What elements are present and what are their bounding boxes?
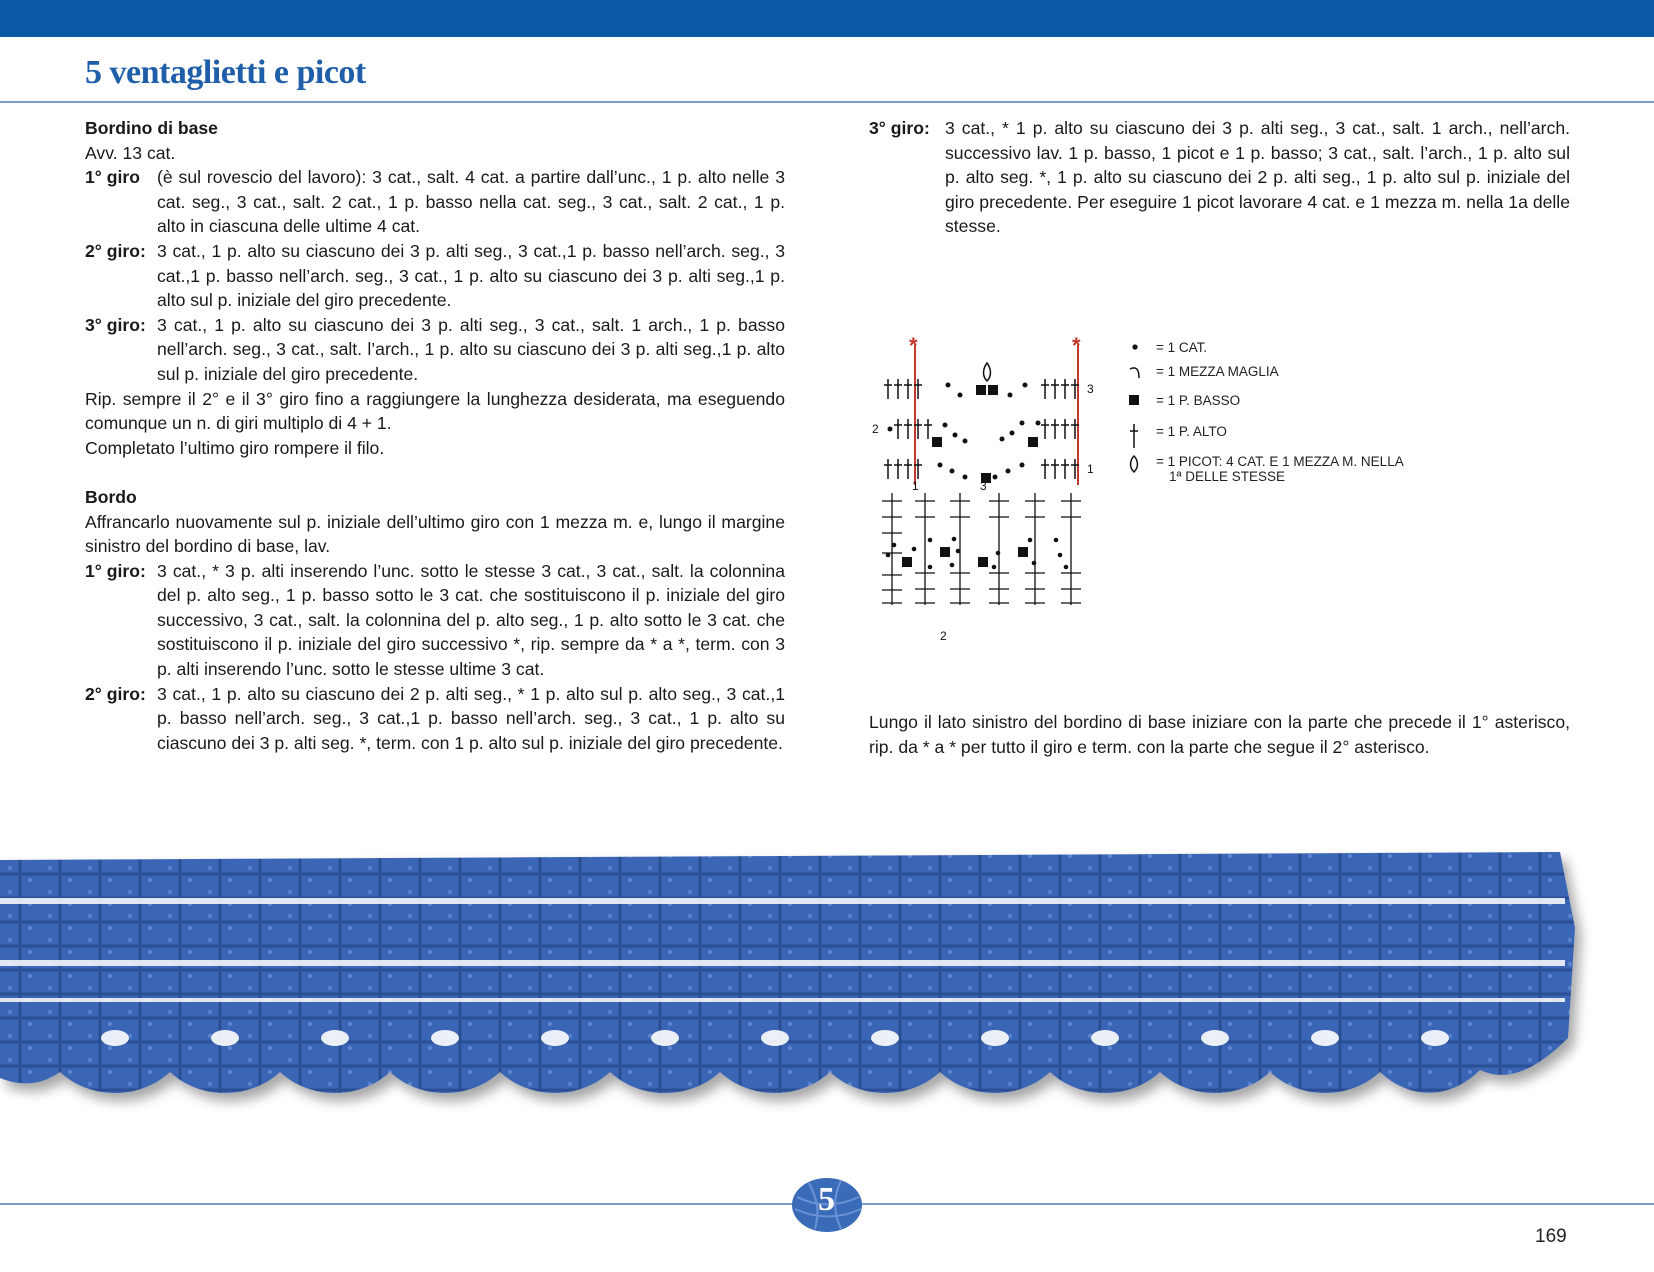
border-heading: Bordo [85,486,137,507]
border-row-1 [85,559,785,682]
base-start: Avv. 13 cat. [85,142,176,163]
square-icon [1128,393,1142,407]
diagram-row-label-1b: 1 [912,479,919,493]
legend-item-single-crochet [1128,393,1240,410]
dot-icon [1128,340,1142,354]
border-row-2-label: 2° giro: [85,683,146,704]
legend-picot-text: = 1 PICOT: 4 CAT. E 1 MEZZA M. NELLA [1156,454,1404,469]
legend-chain-text: = 1 CAT. [1156,340,1208,355]
left-column [85,116,785,755]
legend-item-picot [1128,454,1404,484]
diagram-row-label-3b: 3 [980,479,987,493]
base-note-repeat: Rip. sempre il 2° e il 3° giro fino a raggiungere la lunghezza desiderata, ma eseguendo comunque un n. di giri multiplo di 4 + 1. [85,388,785,434]
base-note-finish: Completato l’ultimo giro rompere il filo. [85,437,385,458]
hook-icon [1128,364,1142,380]
base-row-1 [85,165,785,239]
crochet-diagram [870,335,1100,645]
base-row-3 [85,313,785,387]
repeat-mark-1: * [909,335,918,358]
legend-picot-text-2: 1ª DELLE STESSE [1169,469,1286,484]
page-title: 5 ventaglietti e picot [85,54,366,91]
border-row-1-label: 1° giro: [85,560,146,581]
base-row-1-label: 1° giro [85,167,140,188]
base-heading: Bordino di base [85,118,218,138]
border-row-1-text: 3 cat., * 3 p. alti inserendo l’unc. sotto le stesse 3 cat., 3 cat., salt. la colonnina del p. alto seg., 1 p. basso sotto le 3 cat. che sostituiscono il p. iniziale del giro successivo, 3 cat., salt. la colonnina del p. alto seg., 1 p. alto sotto le 3 cat. che sostituiscono il p. iniziale del giro successivo *, rip. sempre da * a *, term. con 3 p. alti inserendo l’unc. sotto le stesse ultime 3 cat. [157,560,785,680]
base-band-marks [886,537,1069,570]
legend-item-double-crochet [1128,424,1227,451]
chapter-number: 5 [818,1181,835,1218]
base-row-1-text: (è sul rovescio del lavoro): 3 cat., salt. 4 cat. a partire dall’unc., 1 p. alto nelle 3 cat. seg., 3 cat., salt. 2 cat., 1 p. basso nella cat. seg., 3 cat., salt. 2 cat., 1 p. alto in ciascuna delle ultime 4 cat. [157,167,785,237]
border-row-3-text: 3 cat., * 1 p. alto su ciascuno dei 3 p. alti seg., 3 cat., salt. 1 arch., nell’arch. successivo lav. 1 p. basso, 1 picot e 1 p. basso; 3 cat., salt. l’arch., 1 p. alto sul p. alto seg. *, 1 p. alto su ciascuno dei 2 p. alti seg., 1 p. alto sul p. iniziale del giro precedente. Per eseguire 1 picot lavorare 4 cat. e 1 mezza m. nella 1a delle stesse. [945,118,1570,237]
diagram-row-label-2b: 2 [940,629,947,643]
crochet-lace-photo [0,838,1654,1138]
legend-double-crochet-text: = 1 P. ALTO [1156,424,1227,439]
title-divider [0,101,1654,103]
diagram-row-label-1: 1 [1087,462,1094,476]
page-number: 169 [1535,1226,1567,1247]
picot-mark [984,363,991,381]
legend-slip-stitch-text: = 1 MEZZA MAGLIA [1156,364,1279,379]
border-row-3-label: 3° giro: [869,118,930,138]
legend-item-chain [1128,340,1207,357]
top-color-bar [0,0,1654,37]
base-row-3-label: 3° giro: [85,314,146,335]
border-row-2-text: 3 cat., 1 p. alto su ciascuno dei 2 p. alti seg., * 1 p. alto sul p. alto seg., 3 cat.,1 p. basso nell’arch. seg., 3 cat.,1 p. basso nell’arch. seg., 3 cat., 1 p. alto su ciascuno dei 3 p. alti seg. *, term. con 1 p. alto sul p. iniziale del giro precedente. [157,683,785,753]
base-row-2-text: 3 cat., 1 p. alto su ciascuno dei 3 p. alti seg., 3 cat.,1 p. basso nell’arch. seg., 3 cat.,1 p. basso nell’arch. seg., 3 cat., 1 p. alto su ciascuno dei 3 p. alti seg.,1 p. alto sul p. iniziale del giro precedente. [157,240,785,311]
border-intro: Affrancarlo nuovamente sul p. iniziale dell’ultimo giro con 1 mezza m. e, lungo il margine sinistro del bordino di base, lav. [85,511,785,557]
base-row-2-label: 2° giro: [85,240,146,261]
chapter-badge [789,1175,864,1233]
diagram-row-label-2: 2 [872,422,879,436]
picot-icon [1128,454,1142,474]
cross-stitch-icon [1128,424,1142,448]
right-column [869,116,1570,239]
repeat-mark-2: * [1072,335,1081,358]
base-row-3-text: 3 cat., 1 p. alto su ciascuno dei 3 p. alti seg., 3 cat., salt. 1 arch., 1 p. basso nell’arch. seg., 3 cat., salt. l’arch., 1 p. alto su ciascuno dei 3 p. alti seg.,1 p. alto sul p. iniziale del giro precedente. [157,314,785,384]
diagram-row-label-3: 3 [1087,382,1094,396]
border-row-2 [85,682,785,756]
border-row-3 [869,116,1570,239]
repeat-instructions: Lungo il lato sinistro del bordino di base iniziare con la parte che precede il 1° asterisco, rip. da * a * per tutto il giro e term. con la parte che segue il 2° asterisco. [869,712,1570,757]
legend-single-crochet-text: = 1 P. BASSO [1156,393,1241,408]
single-crochet-squares [932,385,1038,483]
legend-item-slip-stitch [1128,364,1279,383]
base-row-2 [85,239,785,313]
